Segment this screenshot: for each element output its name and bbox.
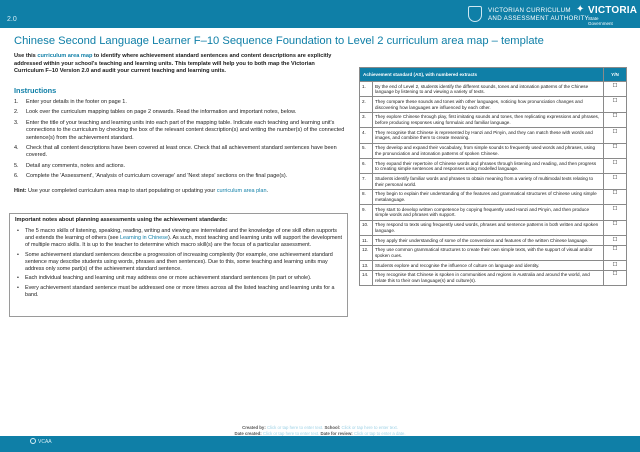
version-label: 2.0 bbox=[7, 16, 17, 23]
victoria-logo bbox=[576, 4, 638, 26]
note-pre: The 5 macro skills of listening, speaking, reading, writing and viewing are interrelated and the knowledge of one skill often supports and extends the learning of others (see bbox=[25, 228, 337, 241]
step-number: 4. bbox=[14, 145, 19, 152]
notes-title: Important notes about planning assessments using the achievement standards: bbox=[15, 217, 228, 223]
table-row bbox=[360, 220, 627, 235]
footer-vcaa-text: VCAA bbox=[38, 439, 52, 445]
table-header-yn: Y/N bbox=[604, 68, 627, 82]
row-number: 6. bbox=[360, 159, 373, 174]
step-text: Detail any comments, notes and actions. bbox=[26, 162, 126, 169]
step-text: Enter your details in the footer on page 1. bbox=[26, 99, 127, 105]
page-title: Chinese Second Language Learner F–10 Sequence Foundation to Level 2 curriculum area map – template bbox=[14, 35, 544, 47]
copyright-icon bbox=[30, 438, 36, 444]
table-row bbox=[360, 97, 627, 112]
step-number: 5. bbox=[14, 162, 19, 169]
row-checkbox[interactable]: ☐ bbox=[604, 261, 627, 271]
instruction-step bbox=[14, 163, 346, 170]
row-text: They expand their repertoire of Chinese words and phrases through listening and reading, and then progress to creating simple sentences and responses using modelled language. bbox=[373, 159, 604, 174]
row-text: They use common grammatical structures to create their own simple texts, with the support of visual and/or spoken cues. bbox=[373, 245, 604, 260]
note-item bbox=[15, 252, 343, 273]
footer-vcaa-logo bbox=[30, 438, 52, 445]
row-number: 9. bbox=[360, 205, 373, 220]
step-text: Enter the title of your teaching and learning units into each part of the mapping table. Indicate each teaching and learning unit's connections to the curriculum by checking the box of the relevant content description(s) and writing the number(s) of the connected sentence(s) from the achievement standard. bbox=[26, 119, 345, 141]
date-created-field[interactable]: Click or tap here to enter text. bbox=[262, 431, 320, 436]
row-number: 5. bbox=[360, 143, 373, 158]
note-text: Each individual teaching and learning unit may address one or more achievement standard sentences (in part or whole). bbox=[25, 275, 312, 282]
row-text: They explore Chinese through play, first imitating sounds and tones, then replicating expressions and phrases, before producing responses using formulaic and familiar language. bbox=[373, 112, 604, 127]
row-checkbox[interactable]: ☐ bbox=[604, 205, 627, 220]
step-number: 1. bbox=[14, 99, 19, 105]
row-checkbox[interactable]: ☐ bbox=[604, 245, 627, 260]
row-checkbox[interactable]: ☐ bbox=[604, 97, 627, 112]
instruction-step bbox=[14, 145, 346, 160]
row-checkbox[interactable]: ☐ bbox=[604, 128, 627, 143]
step-number: 2. bbox=[14, 109, 19, 116]
table-row bbox=[360, 174, 627, 189]
table-row bbox=[360, 245, 627, 260]
important-notes-box bbox=[9, 213, 348, 317]
step-number: 3. bbox=[14, 119, 19, 126]
instructions-heading: Instructions bbox=[14, 86, 57, 95]
row-number: 13. bbox=[360, 261, 373, 271]
note-item bbox=[15, 285, 343, 299]
school-field[interactable]: Click or tap here to enter text. bbox=[341, 425, 398, 430]
instructions-list bbox=[14, 99, 346, 184]
row-text: They start to develop written competence by copying frequently used Hanzi and Pinyin, and then produce simple words and phrases with support. bbox=[373, 205, 604, 220]
page-footer bbox=[0, 426, 640, 452]
row-checkbox[interactable]: ☐ bbox=[604, 236, 627, 246]
row-number: 8. bbox=[360, 189, 373, 204]
row-number: 4. bbox=[360, 128, 373, 143]
table-row bbox=[360, 261, 627, 271]
row-checkbox[interactable]: ☐ bbox=[604, 220, 627, 235]
learning-in-chinese-link[interactable]: Learning in Chinese bbox=[120, 234, 168, 241]
table-header-row bbox=[360, 68, 627, 82]
curriculum-area-plan-link[interactable]: curriculum area plan bbox=[216, 188, 267, 194]
page-header bbox=[0, 0, 640, 28]
table-row bbox=[360, 128, 627, 143]
footer-date-line bbox=[0, 431, 640, 436]
victoria-logo-text: VICTORIA bbox=[588, 5, 638, 16]
row-number: 7. bbox=[360, 174, 373, 189]
date-created-label: Date created: bbox=[234, 431, 262, 436]
table-row bbox=[360, 189, 627, 204]
victoria-logo-sub: State Government bbox=[588, 16, 613, 26]
row-text: By the end of Level 2, students identify the different sounds, tones and intonation patterns of the Chinese language by listening to and viewing a variety of texts. bbox=[373, 82, 604, 97]
row-number: 12. bbox=[360, 245, 373, 260]
intro-paragraph bbox=[14, 53, 344, 76]
table-row bbox=[360, 143, 627, 158]
row-text: They begin to explain their understanding of the features and grammatical structures of Chinese using simple metalanguage. bbox=[373, 189, 604, 204]
table-row bbox=[360, 159, 627, 174]
vcaa-logo-line1: VICTORIAN CURRICULUM bbox=[488, 7, 571, 14]
vcaa-logo bbox=[468, 5, 589, 25]
note-post: ). As such, most teaching and learning units will support the development of multiple macro skills. It is up to the teacher to determine which macro skill(s) are the focus of a particular assessment. bbox=[25, 234, 343, 248]
instruction-step bbox=[14, 173, 346, 180]
row-text: They recognise that Chinese is spoken in communities and regions in Australia and around the world, and relate this to their own language(s) and culture(s). bbox=[373, 270, 604, 285]
row-checkbox[interactable]: ☐ bbox=[604, 159, 627, 174]
note-text: Some achievement standard sentences describe a progression of increasing complexity (for example, one achievement standard sentence may describe students using words, phrases and then sentences). Due to this, some teaching and learning units may address only some part(s) of the achievement standard sentence. bbox=[25, 251, 333, 272]
hint-label: Hint: bbox=[14, 188, 27, 194]
footer-created-line bbox=[0, 425, 640, 430]
intro-pre: Use this bbox=[14, 53, 38, 59]
instruction-step bbox=[14, 120, 346, 142]
row-checkbox[interactable]: ☐ bbox=[604, 189, 627, 204]
table-row bbox=[360, 112, 627, 127]
row-number: 2. bbox=[360, 97, 373, 112]
step-text: Look over the curriculum mapping tables on page 2 onwards. Read the information and important notes, below. bbox=[26, 109, 297, 116]
vcaa-logo-line2: AND ASSESSMENT AUTHORITY bbox=[488, 15, 589, 22]
row-checkbox[interactable]: ☐ bbox=[604, 82, 627, 97]
hint-text: Use your completed curriculum area map to start populating or updating your bbox=[26, 188, 217, 194]
row-text: They apply their understanding of some of the conventions and features of the written Chinese language. bbox=[373, 236, 604, 246]
note-item bbox=[15, 275, 343, 282]
row-number: 11. bbox=[360, 236, 373, 246]
row-checkbox[interactable]: ☐ bbox=[604, 174, 627, 189]
note-text: Every achievement standard sentence must be addressed one or more times across all the listed teaching and learning units for a band. bbox=[25, 285, 335, 299]
row-checkbox[interactable]: ☐ bbox=[604, 143, 627, 158]
hint-end: . bbox=[266, 188, 269, 194]
step-number: 6. bbox=[14, 173, 19, 180]
row-number: 10. bbox=[360, 220, 373, 235]
vcaa-crest-icon bbox=[468, 6, 482, 22]
hint-paragraph bbox=[14, 188, 348, 195]
footer-bar bbox=[0, 436, 640, 452]
row-number: 14. bbox=[360, 270, 373, 285]
curriculum-area-map-link[interactable]: curriculum area map bbox=[37, 53, 93, 59]
step-text: Check that all content descriptions have been covered at least once. Check that all achievement standard sentences have been covered. bbox=[26, 145, 337, 159]
achievement-standard-table bbox=[359, 67, 627, 286]
table-row bbox=[360, 205, 627, 220]
instruction-step bbox=[14, 99, 346, 106]
row-text: Students identify familiar words and phrases to obtain meaning from a variety of multimodal texts relating to their personal world. bbox=[373, 174, 604, 189]
created-by-field[interactable]: Click or tap here to enter text. bbox=[266, 425, 324, 430]
school-label: School: bbox=[324, 425, 341, 430]
intro-post: to identify where achievement standard sentences and content descriptions are explicitly addressed within your school's teaching and learning units. This template will help you to both map the Victorian Curriculum F–10 Version 2.0 and audit your current teaching and learning units. bbox=[14, 53, 332, 75]
created-by-label: Created by: bbox=[242, 425, 266, 430]
note-item bbox=[15, 228, 343, 249]
table-row bbox=[360, 236, 627, 246]
row-text: They develop and expand their vocabulary, from simple sounds to frequently used words and phrases, using the pronunciation and intonation patterns of spoken Chinese. bbox=[373, 143, 604, 158]
row-text: They recognise that Chinese is represented by Hanzi and Pinyin, and they can match these with words and images, and combine them to create meaning. bbox=[373, 128, 604, 143]
table-header-label: Achievement standard (AS), with numbered extracts bbox=[360, 68, 604, 82]
row-text: Students explore and recognise the influence of culture on language and identity. bbox=[373, 261, 604, 271]
notes-list bbox=[15, 228, 343, 302]
table-row bbox=[360, 270, 627, 285]
row-text: They compare these sounds and tones with other languages, noticing how pronunciation changes and discovering how languages are influenced by each other. bbox=[373, 97, 604, 112]
star-icon: ✦ bbox=[576, 4, 585, 15]
table-row bbox=[360, 82, 627, 97]
date-review-field[interactable]: Click or tap to enter a date. bbox=[353, 431, 406, 436]
step-text: Complete the 'Assessment', 'Analysis of curriculum coverage' and 'Next steps' sections on the final page(s). bbox=[26, 173, 288, 180]
row-number: 3. bbox=[360, 112, 373, 127]
row-number: 1. bbox=[360, 82, 373, 97]
row-checkbox[interactable]: ☐ bbox=[604, 270, 627, 285]
row-checkbox[interactable]: ☐ bbox=[604, 112, 627, 127]
date-review-label: Date for review: bbox=[320, 431, 353, 436]
instruction-step bbox=[14, 109, 346, 116]
row-text: They respond to texts using frequently used words, phrases and sentence patterns in both written and spoken language. bbox=[373, 220, 604, 235]
